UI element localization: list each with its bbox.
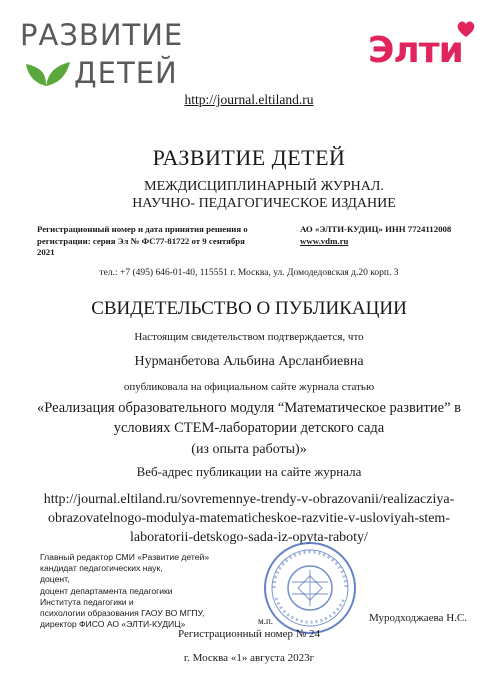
publication-url-text[interactable]: http://journal.eltiland.ru/sovremennye-trendy-v-obrazovanii/realizacziya-obrazovatelnogo-modulya-matematicheskoe-razvitie-v-usloviyah-stem-laboratorii-detskogo-sada-iz-opyta-raboty/: [43, 492, 455, 545]
stamp-place-label: м.п.: [258, 616, 274, 626]
journal-logo-line2: ДЕТЕЙ: [74, 56, 178, 90]
stamp-seal-icon: [262, 540, 358, 636]
editor-line: кандидат педагогических наук,: [40, 563, 163, 574]
editor-line: психологии образования ГАОУ ВО МГПУ,: [40, 608, 205, 619]
elti-brand-text: Элти: [368, 30, 463, 71]
editor-line: доцент,: [40, 574, 70, 585]
editor-line: Института педагогики и: [40, 596, 134, 607]
publisher-info: [300, 224, 480, 247]
certificate-title: СВИДЕТЕЛЬСТВО О ПУБЛИКАЦИИ: [91, 298, 407, 319]
publication-url[interactable]: [24, 490, 474, 547]
leaf-icon: [20, 52, 72, 88]
editor-line: директор ФИСО АО «ЭЛТИ-КУДИЦ»: [40, 619, 186, 630]
journal-logo-line1: РАЗВИТИЕ: [20, 18, 184, 52]
journal-logo: [16, 8, 184, 90]
article-note: (из опыта работы)»: [191, 442, 307, 457]
article-title: «Реализация образовательного модуля “Математическое развитие” в условиях СТЕМ-лаборатории детского сада: [37, 400, 461, 436]
publisher-site-link[interactable]: www.vdm.ru: [300, 235, 349, 246]
official-stamp: [262, 540, 358, 636]
author-name: Нурманбетова Альбина Арсланбиевна: [134, 354, 364, 369]
signer-name: Муродходжаева Н.С.: [369, 612, 467, 624]
journal-subtitle: [0, 178, 498, 212]
subtitle-line1: МЕЖДИСЦИПЛИНАРНЫЙ ЖУРНАЛ.: [144, 179, 384, 194]
journal-title: РАЗВИТИЕ ДЕТЕЙ: [152, 145, 346, 170]
web-address-label: Веб-адрес публикации на сайте журнала: [136, 464, 362, 479]
registration-info: Регистрационный номер и дата принятия решения о регистрации: серия Эл № ФС77-81722 от 9 сентября 2021: [37, 224, 248, 257]
heart-icon: [456, 20, 476, 38]
contacts-line: тел.: +7 (495) 646-01-40, 115551 г. Москва, ул. Домодедовская д.20 корп. 3: [99, 268, 399, 278]
registration-number: Регистрационный номер № 24: [177, 628, 321, 640]
editor-line: доцент департамента педагогики: [40, 585, 173, 596]
published-text: опубликовала на официальном сайте журнала статью: [123, 381, 375, 393]
journal-url[interactable]: http://journal.eltiland.ru: [184, 92, 314, 107]
editor-line: Главный редактор СМИ «Развитие детей»: [40, 552, 210, 562]
place-and-date: г. Москва «1» августа 2023г: [183, 652, 315, 664]
publisher-org: АО «ЭЛТИ-КУДИЦ» ИНН 7724112008: [300, 224, 452, 234]
subtitle-line2: НАУЧНО- ПЕДАГОГИЧЕСКОЕ ИЗДАНИЕ: [132, 196, 396, 211]
elti-logo: [356, 20, 476, 72]
editor-credentials: [40, 552, 260, 630]
confirm-text: Настоящим свидетельством подтверждается, что: [134, 331, 364, 343]
